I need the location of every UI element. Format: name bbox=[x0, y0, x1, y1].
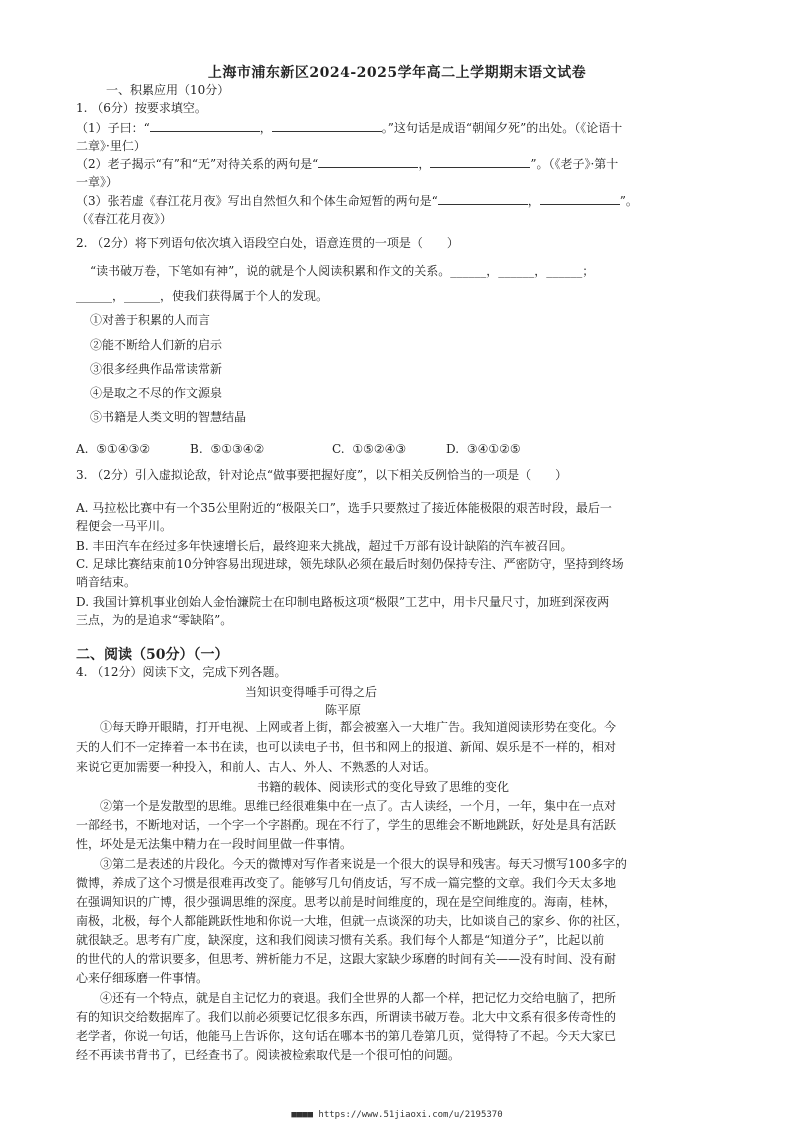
footer-link[interactable]: ■■■■ https://www.51jiaoxi.com/u/2195370 bbox=[291, 1110, 503, 1120]
paragraph-line: ③第二是表述的片段化。今天的微博对写作者来说是一个很大的误导和残害。每天习惯写100多字的 bbox=[76, 857, 627, 871]
q1-part1: （1）子曰：“ ， 。”这句话是成语“朝闻夕死”的出处。（《论语十 bbox=[76, 121, 623, 135]
answer-blank[interactable] bbox=[430, 156, 530, 168]
section2-heading: 二、阅读（50分）（一） bbox=[76, 647, 229, 663]
paragraph-line: 性，坏处是无法集中精力在一段时间里做一件事情。 bbox=[76, 837, 353, 851]
article-title: 当知识变得唾手可得之后 bbox=[244, 685, 377, 699]
q3-option-a[interactable]: A. 马拉松比赛中有一个35公里附近的“极限关口”，选手只要熬过了接近体能极限的艰苦时段，最后一 bbox=[76, 501, 612, 515]
paragraph-line: 有的知识交给数据库了。我们以前必须要记忆很多东西，所谓读书破万卷。北大中文系有很多传奇性的 bbox=[76, 1010, 617, 1024]
paragraph-1-line2: 天的人们不一定捧着一本书在读，也可以读电子书，但书和网上的报道、新闻、娱乐是不一样的，相对 bbox=[76, 740, 617, 754]
q1-stem: 1. （6分）按要求填空。 bbox=[76, 101, 207, 115]
q3-stem: 3. （2分）引入虚拟论敌，针对论点“做事要把握好度”，以下相关反例恰当的一项是（ ） bbox=[76, 468, 568, 482]
q3-option-d[interactable]: D. 我国计算机事业创始人金怡濂院士在印制电路板这项“极限”工艺中，用卡尺量尺寸，加班到深夜两 bbox=[76, 595, 610, 609]
q3-option-c[interactable]: C. 足球比赛结束前10分钟容易出现进球，领先球队必须在最后时刻仍保持专注、严密防守，坚持到终场 bbox=[76, 557, 624, 571]
q2-choice-d[interactable]: D. ③④①②⑤ bbox=[446, 442, 521, 456]
q2-stem: 2. （2分）将下列语句依次填入语段空白处，语意连贯的一项是（ ） bbox=[76, 236, 459, 250]
paragraph-line: 老学者，你说一句话，他能马上告诉你，这句话在哪本书的第几卷第几页，觉得特了不起。今天大家已 bbox=[76, 1029, 617, 1043]
q2-item-1: ①对善于积累的人而言 bbox=[90, 313, 211, 327]
answer-blank[interactable] bbox=[438, 193, 528, 205]
q3-option-c-cont: 哨音结束。 bbox=[76, 575, 137, 589]
paragraph-1-line3: 来说它更加需要一种投入，和前人、古人、外人、不熟悉的人对话。 bbox=[76, 760, 437, 774]
article-author: 陈平原 bbox=[324, 703, 361, 717]
q3-option-b[interactable]: B. 丰田汽车在经过多年快速增长后，最终迎来大挑战，超过千万部有设计缺陷的汽车被召回。 bbox=[76, 539, 573, 553]
answer-blank[interactable] bbox=[540, 193, 620, 205]
paragraph-1-line1: ①每天睁开眼睛，打开电视、上网或者上街，都会被塞入一大堆广告。我知道阅读形势在变化。今 bbox=[76, 720, 617, 734]
paragraph-line: 的世代的人的常识要多，但思考、辨析能力不足，这跟大家缺少琢磨的时间有关——没有时间、没有耐 bbox=[76, 952, 617, 966]
q2-choice-c[interactable]: C. ①⑤②④③ bbox=[332, 442, 407, 456]
paragraph-line: 微博，养成了这个习惯是很难再改变了。能够写几句俏皮话，写不成一篇完整的文章。我们今天太多地 bbox=[76, 876, 617, 890]
paragraph-line: 在强调知识的广博，很少强调思维的深度。思考以前是时间维度的，现在是空间维度的。海南，桂林， bbox=[76, 895, 617, 909]
q1-part3: （3）张若虚《春江花月夜》写出自然恒久和个体生命短暂的两句是“ ， ”。 bbox=[76, 194, 638, 208]
paragraph-line: 心来仔细琢磨一件事情。 bbox=[76, 971, 209, 985]
q1-part2-source: 一章》） bbox=[76, 175, 119, 189]
q1-part1-source: 二章》·里仁） bbox=[76, 139, 146, 153]
q2-item-4: ④是取之不尽的作文源泉 bbox=[90, 386, 223, 400]
q2-choice-b[interactable]: B. ⑤①③④② bbox=[190, 442, 265, 456]
paragraph-line: ④还有一个特点，就是自主记忆力的衰退。我们全世界的人都一个样，把记忆力交给电脑了，把所 bbox=[76, 991, 617, 1005]
q1-part2: （2）老子揭示“有”和“无”对待关系的两句是“ ， ”。（《老子》·第十 bbox=[76, 157, 619, 171]
answer-blank[interactable] bbox=[150, 120, 260, 132]
q2-item-3: ③很多经典作品常读常新 bbox=[90, 362, 223, 376]
paragraph-line: 一部经书，不断地对话，一个字一个字斟酌。现在不行了，学生的思维会不断地跳跃，好处是具有活跃 bbox=[76, 818, 617, 832]
answer-blank[interactable] bbox=[272, 120, 382, 132]
q1-part3-source: （《春江花月夜》） bbox=[76, 212, 173, 226]
q2-item-5: ⑤书籍是人类文明的智慧结晶 bbox=[90, 410, 247, 424]
paragraph-line: ②第一个是发散型的思维。思维已经很难集中在一点了。古人读经，一个月，一年，集中在一点对 bbox=[76, 799, 617, 813]
q4-stem: 4. （12分）阅读下文，完成下列各题。 bbox=[76, 665, 287, 679]
q2-choice-a[interactable]: A. ⑤①④③② bbox=[76, 442, 151, 456]
q2-passage-line1: “读书破万卷，下笔如有神”，说的就是个人阅读积累和作文的关系。______，______，______； bbox=[90, 264, 595, 278]
paragraph-line: 就很缺乏。思考有广度，缺深度，这和我们阅读习惯有关系。我们每个人都是“知道分子”，比起以前 bbox=[76, 933, 605, 947]
q2-item-2: ②能不断给人们新的启示 bbox=[90, 338, 223, 352]
q3-option-d-cont: 三点，为的是追求“零缺陷”。 bbox=[76, 613, 233, 627]
paragraph-line: 经不再读书背书了，已经查书了。阅读被检索取代是一个很可怕的问题。 bbox=[76, 1048, 461, 1062]
q2-passage-line2: ______，______，使我们获得属于个人的发现。 bbox=[76, 289, 329, 303]
article-subheading: 书籍的载体、阅读形式的变化导致了思维的变化 bbox=[256, 780, 509, 794]
section1-heading: 一、积累应用（10分） bbox=[106, 83, 230, 97]
q3-option-a-cont: 程便会一马平川。 bbox=[76, 519, 173, 533]
page-title: 上海市浦东新区2024-2025学年高二上学期期末语文试卷 bbox=[207, 65, 587, 81]
answer-blank[interactable] bbox=[318, 156, 418, 168]
paragraph-line: 南极，北极，每个人都能跳跃性地和你说一大堆，但就一点谈深的功夫，比如谈自己的家乡、你的社区， bbox=[76, 914, 629, 928]
